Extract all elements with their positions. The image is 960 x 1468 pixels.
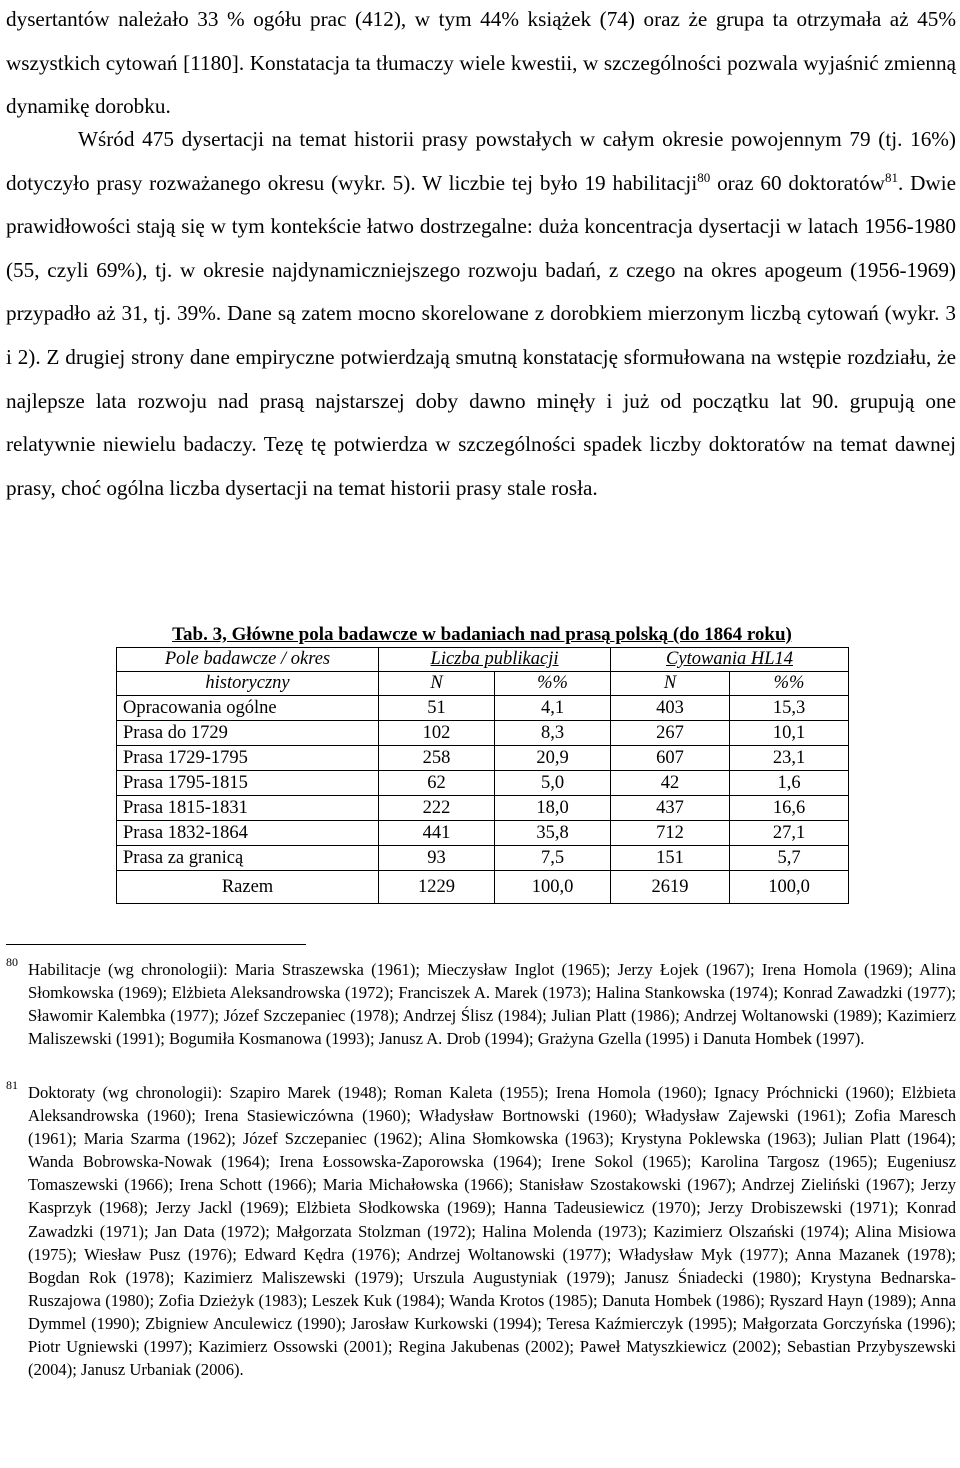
footnote-text: Habilitacje (wg chronologii): Maria Straszewska (1961); Mieczysław Inglot (1965); Jerzy Łojek (1967); Irena Homola (1969); Alina Słomkowska (1969); Elżbieta Aleksandrowska (1972); Franciszek A. Marek (1973); Halina Stankowska (1974); Konrad Zawadzki (1977); Sławomir Kalembka (1977); Józef Szczepaniec (1978); Andrzej Ślisz (1984); Julian Platt (1986); Andrzej Woltanowski (1989); Kazimierz Maliszewski (1991); Bogumiła Kosmanowa (1993); Janusz A. Drob (1994); Grażyna Gzella (1995) i Danuta Hombek (1997). (28, 960, 956, 1049)
table-cell: 18,0 (495, 796, 611, 821)
table-total-row (117, 871, 849, 904)
table-row (117, 846, 849, 871)
table-header-cell: historyczny (117, 672, 379, 696)
table-cell: 15,3 (730, 696, 849, 721)
table-cell: 100,0 (495, 871, 611, 904)
table-cell: 8,3 (495, 721, 611, 746)
table-cell-label: Prasa do 1729 (117, 721, 379, 746)
table-cell: 16,6 (730, 796, 849, 821)
table-header-row (117, 672, 849, 696)
table-header-cell: %% (730, 672, 849, 696)
table-cell-label: Prasa 1815-1831 (117, 796, 379, 821)
table-cell: 5,0 (495, 771, 611, 796)
table-cell-label: Prasa 1729-1795 (117, 746, 379, 771)
table-cell: 607 (611, 746, 730, 771)
table-cell: 4,1 (495, 696, 611, 721)
table-cell: 100,0 (730, 871, 849, 904)
table-cell: 151 (611, 846, 730, 871)
table-header-cell: Pole badawcze / okres (117, 648, 379, 672)
table-header-row (117, 648, 849, 672)
table-cell-label: Prasa 1832-1864 (117, 821, 379, 846)
table-cell: 27,1 (730, 821, 849, 846)
footnote-text: Doktoraty (wg chronologii): Szapiro Marek (1948); Roman Kaleta (1955); Irena Homola (1960); Ignacy Próchnicki (1960); Elżbieta Aleksandrowska (1960); Irena Stasiewiczówna (1960); Władysław Bortnowski (1960); Władysław Zajewski (1961); Zofia Maresch (1961); Maria Szarma (1962); Józef Szczepaniec (1962); Alina Słomkowska (1963); Krystyna Poklewska (1963); Julian Platt (1964); Wanda Bobrowska-Nowak (1964); Irena Łossowska-Zaporowska (1964); Irene Sokol (1965); Karolina Targosz (1965); Eugeniusz Tomaszewski (1966); Irena Schott (1966); Maria Michałowska (1966); Stanisław Szostakowski (1967); Andrzej Zieliński (1967); Jerzy Kasprzyk (1968); Jerzy Jackl (1969); Elżbieta Słodkowska (1969); Hanna Tadeusiewicz (1970); Jerzy Drobiszewski (1971); Konrad Zawadzki (1971); Jan Data (1972); Małgorzata Stolzman (1972); Halina Molenda (1973); Kazimierz Olszański (1974); Alina Misiowa (1975); Wiesław Pusz (1976); Edward Kędra (1976); Andrzej Woltanowski (1977); Władysław Myk (1977); Anna Mazanek (1978); Bogdan Rok (1978); Kazimierz Maliszewski (1979); Urszula Augustyniak (1979); Janusz Śniadecki (1980); Krystyna Bednarska-Ruszajowa (1980); Zofia Dzieżyk (1983); Leszek Kuk (1984); Wanda Krotos (1985); Danuta Hombek (1986); Ryszard Hayn (1989); Anna Dymmel (1990); Zbigniew Anculewicz (1990); Jarosław Kurkowski (1994); Teresa Kaźmierczyk (1995); Małgorzata Gorczyńska (1996); Piotr Ugniewski (1997); Kazimierz Ossowski (2001); Regina Jakubenas (2002); Paweł Matyszkiewicz (2002); Sebastian Przybyszewski (2004); Janusz Urbaniak (2006). (28, 1083, 956, 1380)
paragraph (6, 118, 956, 510)
footnote-number: 80 (6, 955, 18, 969)
footnote-number: 81 (6, 1078, 18, 1092)
table-row (117, 771, 849, 796)
table-cell: 102 (379, 721, 495, 746)
paragraph-text: oraz 60 doktoratów (710, 170, 885, 195)
table-cell: 712 (611, 821, 730, 846)
table-row (117, 721, 849, 746)
table-cell: 35,8 (495, 821, 611, 846)
table-cell: 403 (611, 696, 730, 721)
table-cell: 23,1 (730, 746, 849, 771)
footnote-ref-80[interactable]: 80 (697, 169, 711, 185)
paragraph-text: . Dwie prawidłowości stają się w tym kontekście łatwo dostrzegalne: duża koncentracja dysertacji w latach 1956-1980 (55, czyli 69%), tj. w okresie najdynamiczniejszego rozwoju badań, z czego na okres apogeum (1956-1969) przypadło aż 31, tj. 39%. Dane są zatem mocno skorelowane z dorobkiem mierzonym liczbą cytowań (wykr. 3 i 2). Z drugiej strony dane empiryczne potwierdzają smutną konstatację sformułowana na wstępie rozdziału, że najlepsze lata rozwoju nad prasą najstarszej doby dawno minęły i już od początku lat 90. grupują one relatywnie niewielu badaczy. Tezę tę potwierdza w szczególności spadek liczby doktoratów na temat dawnej prasy, choć ogólna liczba dysertacji na temat historii prasy stale rosła. (6, 170, 956, 500)
header-citations: Cytowania HL14 (666, 649, 793, 669)
table-cell: 2619 (611, 871, 730, 904)
table-header-cell: N (611, 672, 730, 696)
header-publications: Liczba publikacji (430, 649, 559, 669)
data-table (116, 647, 849, 904)
footnote-separator (6, 944, 306, 945)
table-cell: 437 (611, 796, 730, 821)
table-cell-label: Prasa 1795-1815 (117, 771, 379, 796)
table-cell: 20,9 (495, 746, 611, 771)
table-cell-label: Prasa za granicą (117, 846, 379, 871)
table-cell: 441 (379, 821, 495, 846)
footnote-81 (6, 1078, 956, 1381)
table-header-cell: %% (495, 672, 611, 696)
table-cell: 7,5 (495, 846, 611, 871)
table-row (117, 796, 849, 821)
table-container (116, 622, 848, 904)
table-cell: 62 (379, 771, 495, 796)
table-row (117, 821, 849, 846)
table-cell: 10,1 (730, 721, 849, 746)
table-cell: 51 (379, 696, 495, 721)
table-cell: 93 (379, 846, 495, 871)
paragraph: dysertantów należało 33 % ogółu prac (412), w tym 44% książek (74) oraz że grupa ta otrzymała aż 45% wszystkich cytowań [1180]. Konstatacja ta tłumaczy wiele kwestii, w szczególności pozwala wyjaśnić zmienną dynamikę dorobku. (6, 7, 956, 119)
table-cell: 222 (379, 796, 495, 821)
table-cell: 5,7 (730, 846, 849, 871)
paragraph-text: Wśród 475 dysertacji na temat historii prasy powstałych w całym okresie powojennym 79 (tj. 16%) dotyczyło prasy rozważanego okresu (wykr. 5). W liczbie tej było 19 habilitacji (6, 127, 956, 195)
table-header-cell (379, 648, 611, 672)
footnote-ref-81[interactable]: 81 (884, 169, 898, 185)
table-cell-label: Razem (117, 871, 379, 904)
table-row (117, 696, 849, 721)
table-row (117, 746, 849, 771)
table-cell-label: Opracowania ogólne (117, 696, 379, 721)
table-cell: 267 (611, 721, 730, 746)
table-cell: 1229 (379, 871, 495, 904)
table-header-cell: N (379, 672, 495, 696)
table-cell: 42 (611, 771, 730, 796)
footnote-80 (6, 955, 956, 1050)
table-cell: 258 (379, 746, 495, 771)
table-cell: 1,6 (730, 771, 849, 796)
table-title: Tab. 3, Główne pola badawcze w badaniach nad prasą polską (do 1864 roku) (172, 624, 792, 645)
table-header-cell (611, 648, 849, 672)
